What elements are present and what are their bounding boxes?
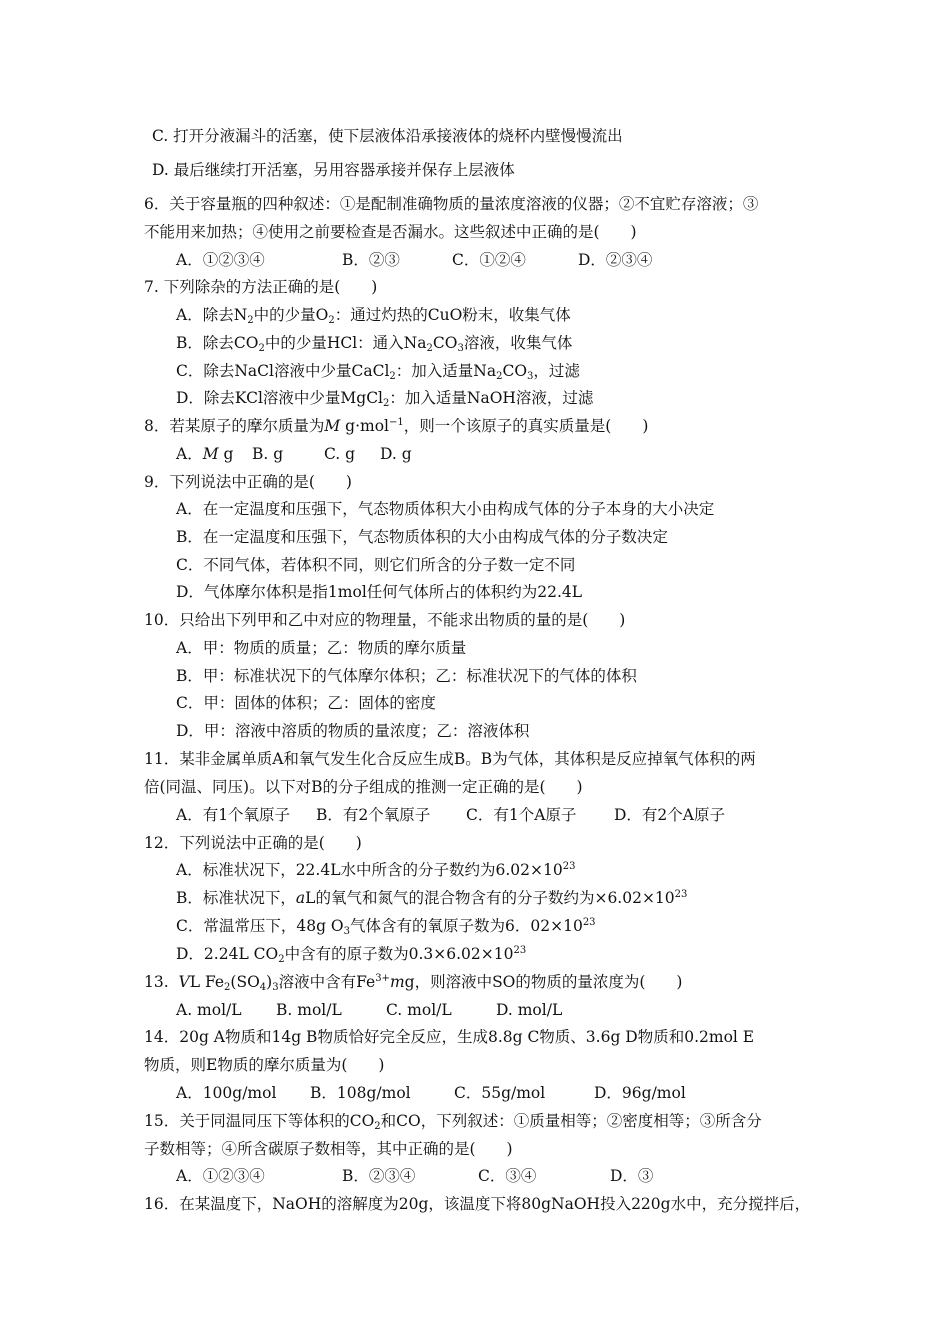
q10-option-c: C．甲：固体的体积；乙：固体的密度: [176, 694, 436, 712]
q5-option-c: C. 打开分液漏斗的活塞，使下层液体沿承接液体的烧杯内壁慢慢流出: [152, 127, 623, 145]
q11-option-d: D．有2个A原子: [614, 806, 725, 824]
q11-option-c: C．有1个A原子: [466, 806, 577, 824]
q8-option-c: C. g: [324, 445, 356, 463]
q9-option-d: D．气体摩尔体积是指1mol任何气体所占的体积约为22.4L: [176, 583, 583, 601]
q14-option-a: A．100g/mol: [176, 1084, 277, 1102]
q7-option-c: C．除去NaCl溶液中少量CaCl$_2$：加入适量$Na_2CO_3$，过滤: [176, 362, 580, 382]
q10-stem: 10．只给出下列甲和乙中对应的物理量，不能求出物质的量的是( ): [144, 611, 626, 629]
q11-option-a: A．有1个氧原子: [176, 806, 291, 824]
q13-option-d: D. mol/L: [496, 1001, 563, 1019]
q11-stem-line2: 倍(同温、同压)。以下对B的分子组成的推测一定正确的是( ): [144, 778, 583, 796]
q6-option-c: C．①②④: [452, 251, 526, 269]
q8-options: [176, 444, 412, 464]
q15-stem-line2: 子数相等；④所含碳原子数相等，其中正确的是( ): [144, 1140, 513, 1158]
q15-options: [176, 1166, 653, 1186]
q14-options: [176, 1083, 686, 1103]
q15-option-a: A．①②③④: [176, 1167, 265, 1185]
q15-option-b: B．②③④: [342, 1167, 416, 1185]
q8-option-a: A．M g: [176, 445, 234, 463]
q5-option-d: D. 最后继续打开活塞，另用容器承接并保存上层液体: [152, 161, 515, 179]
q14-stem-line2: 物质，则E物质的摩尔质量为( ): [144, 1056, 385, 1074]
q13-option-c: C. mol/L: [386, 1001, 452, 1019]
q8-stem: 8．若某原子的摩尔质量为M g·mol$^{-1}$，则一个该原子的真实质量是( ): [144, 417, 649, 435]
q9-option-c: C．不同气体，若体积不同，则它们所含的分子数一定不同: [176, 556, 576, 574]
q13-option-a: A. mol/L: [176, 1001, 242, 1019]
q10-option-a: A．甲：物质的质量；乙：物质的摩尔质量: [176, 639, 467, 657]
q6-stem-line2: 不能用来加热；④使用之前要检查是否漏水。这些叙述中正确的是( ): [144, 223, 637, 241]
q8-option-b: B. g: [252, 445, 284, 463]
q10-option-b: B．甲：标准状况下的气体摩尔体积；乙：标准状况下的气体的体积: [176, 667, 637, 685]
q12-option-a: A．标准状况下，22.4L水中所含的分子数约为$6.02\times 10^{23}$: [176, 861, 576, 879]
q12-option-b: B．标准状况下，aL的氧气和氮气的混合物含有的分子数约为$\times 6.02\times 10^{23}$: [176, 889, 688, 907]
q6-option-a: A．①②③④: [176, 251, 265, 269]
q15-stem-line1: 15．关于同温同压下等体积的$CO_2$和CO，下列叙述：①质量相等；②密度相等；③所含分: [144, 1112, 762, 1132]
q14-option-d: D．96g/mol: [594, 1084, 686, 1102]
q13-option-b: B. mol/L: [276, 1001, 342, 1019]
q10-option-d: D．甲：溶液中溶质的物质的量浓度；乙：溶液体积: [176, 722, 530, 740]
q14-stem-line1: 14．20g A物质和14g B物质恰好完全反应，生成8.8g C物质、3.6g D物质和0.2mol E: [144, 1028, 755, 1046]
q14-option-c: C．55g/mol: [454, 1084, 546, 1102]
q6-options: [176, 250, 652, 270]
q12-option-d: D．2.24L $CO_2$中含有的原子数为$0.3\times 6.02\times 10^{23}$: [176, 945, 527, 965]
q11-option-b: B．有2个氧原子: [316, 806, 431, 824]
q13-options: [176, 1000, 562, 1020]
q6-option-b: B．②③: [342, 251, 400, 269]
q16-stem-line1: 16．在某温度下，NaOH的溶解度为20g，该温度下将80gNaOH投入220g水中，充分搅拌后，: [144, 1195, 811, 1213]
q8-option-d: D. g: [380, 445, 412, 463]
q15-option-c: C．③④: [478, 1167, 537, 1185]
q7-option-b: B．除去$CO_2$中的少量HCl：通入$Na_2CO_3$溶液，收集气体: [176, 334, 573, 354]
q15-option-d: D．③: [610, 1167, 654, 1185]
q9-option-a: A．在一定温度和压强下，气态物质体积大小由构成气体的分子本身的大小决定: [176, 500, 715, 518]
q6-stem-line1: 6．关于容量瓶的四种叙述：①是配制准确物质的量浓度溶液的仪器；②不宜贮存溶液；③: [144, 195, 759, 213]
q12-option-c: C．常温常压下，48g $O_3$气体含有的氧原子数为6．$02\times 10^{23}$: [176, 917, 596, 937]
q9-option-b: B．在一定温度和压强下，气态物质体积的大小由构成气体的分子数决定: [176, 528, 668, 546]
q11-stem-line1: 11．某非金属单质A和氧气发生化合反应生成B。B为气体，其体积是反应掉氧气体积的两: [144, 750, 756, 768]
q7-option-d: D．除去KCl溶液中少量MgCl$_2$：加入适量NaOH溶液，过滤: [176, 389, 594, 409]
q9-stem: 9．下列说法中正确的是( ): [144, 473, 352, 491]
q7-stem: 7. 下列除杂的方法正确的是( ): [144, 278, 378, 296]
q12-stem: 12．下列说法中正确的是( ): [144, 834, 362, 852]
q14-option-b: B．108g/mol: [310, 1084, 411, 1102]
q11-options: [176, 805, 725, 825]
q6-option-d: D．②③④: [578, 251, 653, 269]
q13-stem: 13. VL $Fe_2(SO_4)_3$溶液中含有$Fe^{3+}mg$，则溶液中SO的物质的量浓度为( ): [144, 973, 683, 993]
q7-option-a: A．除去$N_2$中的少量$O_2$：通过灼热的CuO粉末，收集气体: [176, 306, 571, 326]
